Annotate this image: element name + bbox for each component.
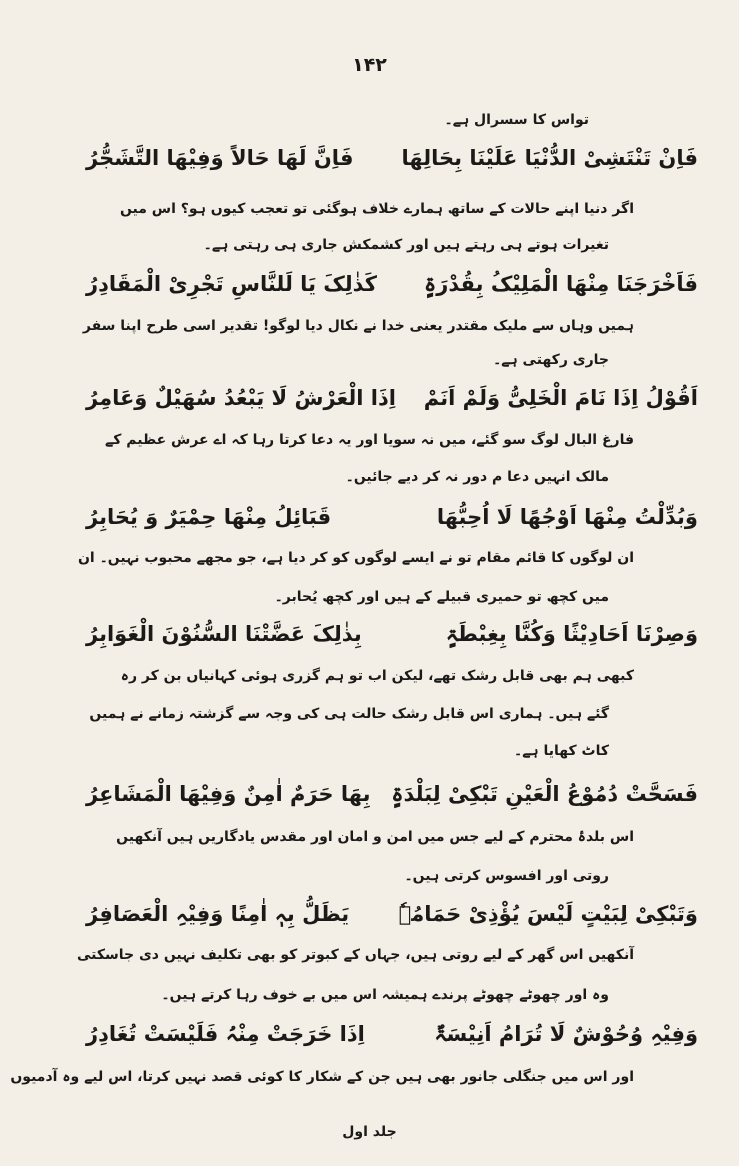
verse-line [86, 1022, 698, 1046]
hemistich-right: وَفِیْہِ وُحُوْشٌ لَا تُرَامُ اَنِیْسَۃٌ [434, 1022, 698, 1046]
hemistich-right: فَاَخْرَجَنَا مِنْھَا الْمَلِیْکُ بِقُدْرَۃٍ [423, 272, 698, 296]
hemistich-right: وَصِرْنَا اَحَادِیْثًا وَکُنَّا بِغِبْطَۃٍ [445, 622, 698, 646]
hemistich-left: کَذٰلِکَ یَا لَلنَّاسِ تَجْرِیْ الْمَقَادِرُ [86, 272, 377, 296]
translation-line: گئے ہیں۔ ہماری اس قابل رشک حالت ہی کی وجہ سے گزشتہ زمانے نے ہمیں [89, 706, 609, 722]
translation-line: روتی اور افسوس کرتی ہیں۔ [404, 868, 609, 884]
verse-line [86, 505, 698, 529]
hemistich-left: اِذَا خَرَجَتْ مِنْہُ فَلَیْسَتْ تُغَادِرُ [86, 1022, 365, 1046]
verse-line [86, 902, 698, 926]
translation-line: اس بلدۂ محترم کے لیے جس میں امن و امان اور مقدس یادگاریں ہیں آنکھیں [116, 829, 634, 845]
translation-line: مالک انہیں دعا م دور نہ کر دیے جائیں۔ [345, 469, 609, 485]
hemistich-left: بِذٰلِکَ عَضَّتْنَا السُّنُوْنَ الْغَوَابِرُ [86, 622, 362, 646]
page-number: ۱۴۲ [352, 54, 387, 76]
translation-line: فارغ البال لوگ سو گئے، میں نہ سویا اور یہ دعا کرتا رہا کہ اے عرش عظیم کے [105, 432, 634, 448]
volume-footer: جلد اول [342, 1124, 397, 1140]
hemistich-right: فَاِنْ تَنْتَشِیْ الدُّنْیَا عَلَیْنَا بِحَالِھَا [401, 146, 698, 170]
verse-line [86, 622, 698, 646]
hemistich-left: فَاِنَّ لَھَا حَالاً وَفِیْھَا التَّشَجُّرُ [86, 146, 354, 170]
translation-line: آنکھیں اس گھر کے لیے روتی ہیں، جہاں کے کبوتر کو بھی تکلیف نہیں دی جاسکتی [76, 947, 634, 963]
translation-line: اور اس میں جنگلی جانور بھی ہیں جن کے شکار کا کوئی قصد نہیں کرتا، اس لیے وہ آدمیوں [10, 1069, 634, 1085]
translation-line: میں کچھ تو حمیری قبیلے کے ہیں اور کچھ یُحابر۔ [274, 589, 609, 605]
hemistich-left: اِذَا الْعَرْشُ لَا یَبْعُدُ سُھَیْلٌ وَعَامِرُ [86, 386, 396, 410]
translation-line: جاری رکھتی ہے۔ [493, 352, 609, 368]
translation-line: کاٹ کھایا ہے۔ [514, 743, 609, 759]
hemistich-right: وَتَبْکِیْ لِبَیْتٍ لَیْسَ یُؤْذِیْ حَمَامُہٗ [398, 902, 698, 926]
hemistich-left: بِھَا حَرَمٌ اٰمِنٌ وَفِیْھَا الْمَشَاعِرُ [86, 782, 371, 806]
translation-line: اگر دنیا اپنے حالات کے ساتھ ہمارے خلاف ہوگئی تو تعجب کیوں ہو؟ اس میں [119, 201, 634, 217]
hemistich-right: فَسَحَّتْ دُمُوْعُ الْعَیْنِ تَبْکِیْ لِبَلْدَۃٍ [391, 782, 698, 806]
hemistich-left: یَظَلُّ بِہٖ اٰمِنًا وَفِیْہِ الْعَصَافِرُ [86, 902, 350, 926]
verse-line [86, 146, 698, 170]
hemistich-right: وَبُدِّلْتُ مِنْھَا اَوْجُھًا لَا اُحِبُّھَا [436, 505, 698, 529]
translation-line: ہمیں وہاں سے ملیک مقتدر یعنی خدا نے نکال دیا لوگو! تقدیر اسی طرح اپنا سفر [82, 318, 634, 334]
translation-line: ان لوگوں کا قائم مقام تو نے ایسے لوگوں کو کر دیا ہے، جو مجھے محبوب نہیں۔ ان [77, 550, 634, 566]
verse-line [86, 272, 698, 296]
verse-line [86, 782, 698, 806]
intro-line: تواس کا سسرال ہے۔ [444, 112, 589, 128]
translation-line: وہ اور چھوٹے چھوٹے پرندے ہمیشہ اس میں بے خوف رہا کرتے ہیں۔ [161, 987, 609, 1003]
verse-line [86, 386, 698, 410]
hemistich-right: اَقُوْلُ اِذَا نَامَ الْخَلِیُّ وَلَمْ اَنَمْ [423, 386, 698, 410]
translation-line: کبھی ہم بھی قابل رشک تھے، لیکن اب تو ہم گزری ہوئی کہانیاں بن کر رہ [120, 668, 634, 684]
hemistich-left: قَبَائِلُ مِنْھَا حِمْیَرٌ وَ یُحَابِرُ [86, 505, 332, 529]
translation-line: تغیرات ہوتے ہی رہتے ہیں اور کشمکش جاری ہی رہتی ہے۔ [203, 237, 609, 253]
